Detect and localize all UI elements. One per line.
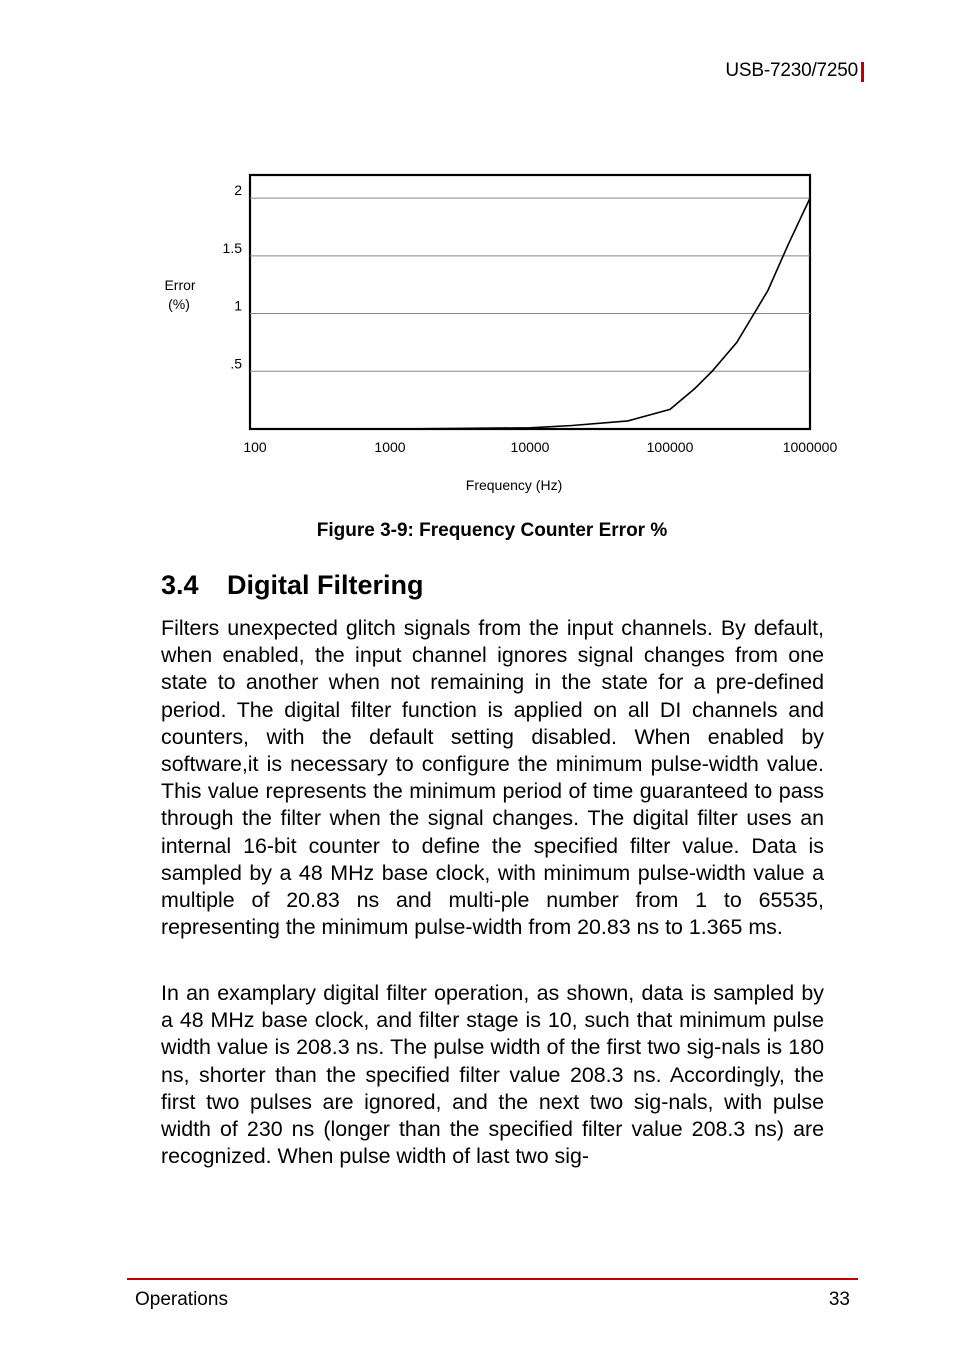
y-axis-label-line1: Error	[164, 277, 196, 293]
paragraph: In an examplary digital filter operation, as shown, data is sampled by a 48 MHz base clock, and filter stage is 10, such that minimum pulse width value is 208.3 ns. The pulse width of the first two sig-nals is 180 ns, shorter than the specified filter value 208.3 ns. Accordingly, the first two pulses are ignored, and the next two sig-nals, with pulse width of 230 ns (longer than the specified filter value 208.3 ns) are recognized. When pulse width of last two sig-	[161, 981, 824, 1169]
page-number: 33	[828, 1289, 850, 1310]
y-tick-labels	[223, 182, 243, 371]
section-number: 3.4	[161, 570, 199, 600]
header-accent-bar	[861, 62, 864, 82]
paragraph: Filters unexpected glitch signals from the input channels. By default, when enabled, the input channel ignores signal changes from one state to another when not remaining in the state for a pre-defined period. The digital filter function is applied on all DI channels and counters, with the default setting disabled. When enabled by software,it is necessary to configure the minimum pulse-width value. This value represents the minimum period of time guaranteed to pass through the filter when the signal changes. The digital filter uses an internal 16-bit counter to define the specified filter value. Data is sampled by a 48 MHz base clock, with minimum pulse-width value a multiple of 20.83 ns and multi-ple number from 1 to 65535, representing the minimum pulse-width from 20.83 ns to 1.365 ms.	[161, 616, 824, 940]
y-axis-label-line2: (%)	[168, 296, 190, 312]
section-title: Digital Filtering	[227, 570, 424, 600]
y-tick-label: 1	[234, 297, 242, 314]
grid-lines	[250, 198, 810, 371]
y-tick-label: 1.5	[222, 239, 242, 256]
y-tick-label: 2	[234, 182, 242, 199]
frequency-error-chart	[150, 160, 850, 510]
x-tick-label: 100	[243, 439, 267, 455]
x-tick-labels	[243, 439, 837, 455]
plot-frame	[250, 175, 810, 429]
y-tick-label: .5	[230, 355, 242, 372]
x-tick-label: 1000	[374, 439, 406, 455]
header-title: USB-7230/7250	[725, 60, 858, 81]
footer-section-name: Operations	[135, 1289, 228, 1310]
section-heading	[161, 570, 424, 601]
x-tick-label: 100000	[646, 439, 694, 455]
x-axis-label: Frequency (Hz)	[465, 477, 563, 493]
x-tick-label: 1000000	[782, 439, 838, 455]
figure-caption: Figure 3-9: Frequency Counter Error %	[316, 520, 668, 541]
x-tick-label: 10000	[510, 439, 550, 455]
footer-rule	[127, 1278, 858, 1280]
